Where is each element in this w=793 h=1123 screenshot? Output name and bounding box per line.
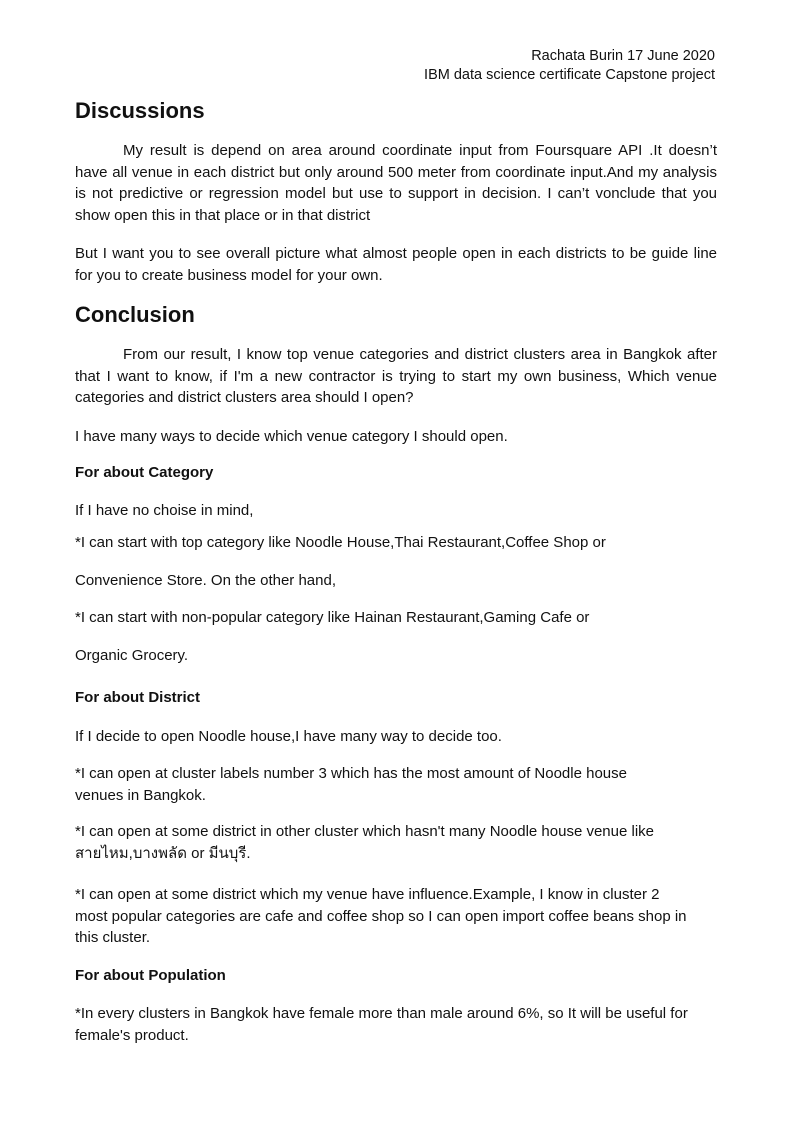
district-paragraph-2: *I can open at some district in other cluster which hasn't many Noodle house venue like สายไหม,บางพลัด or มีนบุรี. bbox=[75, 823, 655, 862]
discussions-heading: Discussions bbox=[75, 98, 205, 123]
conclusion-paragraph-2: I have many ways to decide which venue category I should open. bbox=[75, 428, 508, 445]
discussions-paragraph-1: My result is depend on area around coordinate input from Foursquare API .It doesn’t have all venue in each district but only around 500 meter from coordinate input.And my analysis is not predictive or regression model but use to support in decision. I can’t vonclude that you show open this in that place or in that district bbox=[75, 142, 717, 224]
conclusion-paragraph-1: From our result, I know top venue categories and district clusters area in Bangkok after that I want to know, if I'm a new contractor is trying to start my own business, Which venue categories and district clusters area should I open? bbox=[75, 346, 717, 406]
district-heading: For about District bbox=[75, 689, 201, 706]
conclusion-heading: Conclusion bbox=[75, 302, 195, 327]
category-line-2: *I can start with top category like Noodle House,Thai Restaurant,Coffee Shop or bbox=[75, 534, 606, 551]
population-heading: For about Population bbox=[75, 967, 226, 984]
author-date: Rachata Burin 17 June 2020 bbox=[531, 48, 715, 64]
discussions-paragraph-2: But I want you to see overall picture what almost people open in each districts to be guide line for you to create business model for your own. bbox=[75, 245, 717, 284]
project-title: IBM data science certificate Capstone project bbox=[424, 67, 715, 83]
category-line-3: Convenience Store. On the other hand, bbox=[75, 572, 337, 589]
population-paragraph-1: *In every clusters in Bangkok have female more than male around 6%, so It will be useful for female's product. bbox=[75, 1005, 688, 1044]
district-paragraph-1: *I can open at cluster labels number 3 which has the most amount of Noodle house venues in Bangkok. bbox=[75, 765, 627, 804]
district-line-1: If I decide to open Noodle house,I have many way to decide too. bbox=[75, 728, 502, 745]
district-paragraph-3: *I can open at some district which my venue have influence.Example, I know in cluster 2 most popular categories are cafe and coffee shop so I can open import coffee beans shop in this cluster. bbox=[75, 886, 687, 946]
category-line-1: If I have no choise in mind, bbox=[75, 502, 254, 519]
page-header bbox=[424, 47, 715, 85]
category-line-5: Organic Grocery. bbox=[75, 647, 189, 664]
category-line-4: *I can start with non-popular category like Hainan Restaurant,Gaming Cafe or bbox=[75, 609, 590, 626]
category-heading: For about Category bbox=[75, 464, 214, 481]
